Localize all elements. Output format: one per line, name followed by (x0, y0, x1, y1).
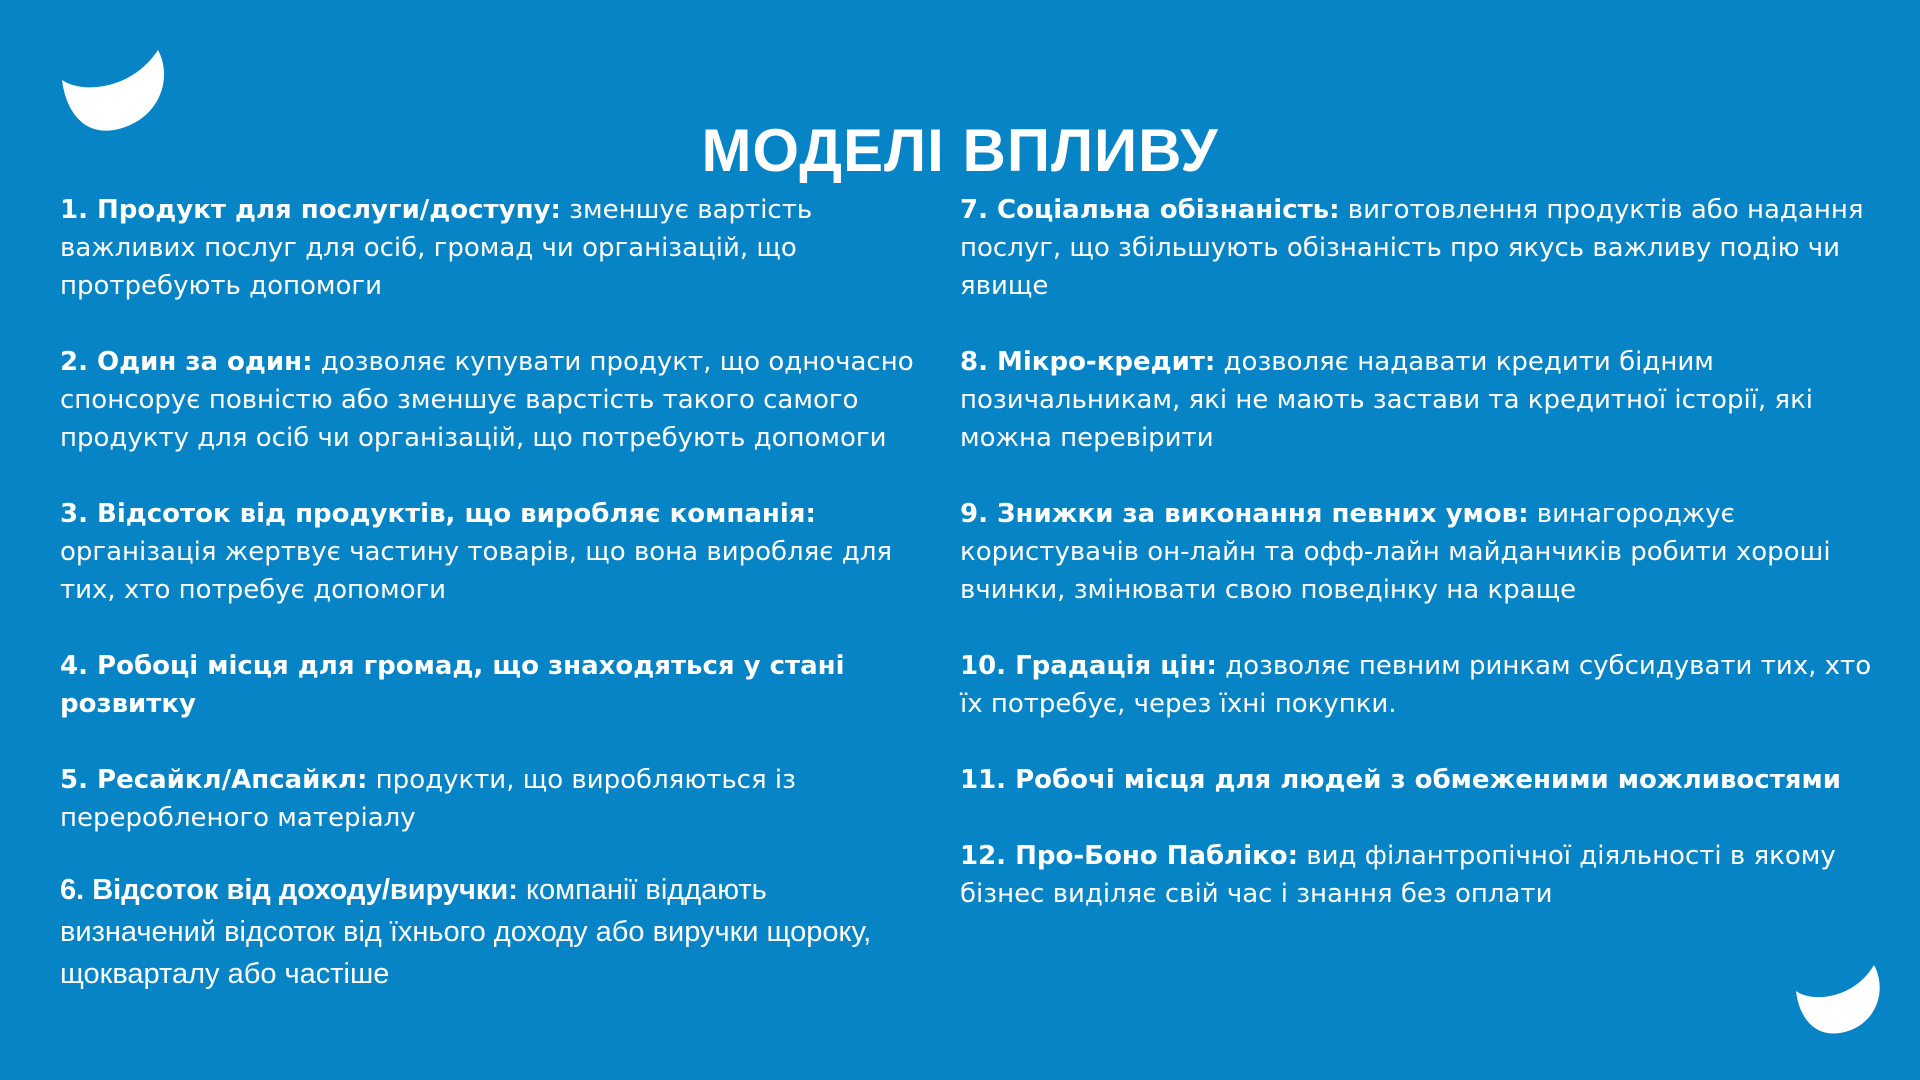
item-text: зменшує вартість важливих послуг для осіб, громад чи організацій, що протребують допомоги (60, 195, 813, 301)
right-column (960, 191, 1880, 951)
item-text: організація жертвує частину товарів, що вона виробляє для тих, хто потребує допомоги (60, 537, 893, 605)
item-heading: 7. Соціальна обізнаність: (960, 195, 1340, 225)
item-heading: 8. Мікро-кредит: (960, 347, 1216, 377)
list-item (60, 761, 930, 837)
item-heading: 6. Відсоток від доходу/виручки: (60, 874, 518, 906)
item-heading: 10. Градація цін: (960, 651, 1217, 681)
item-heading: 2. Один за один: (60, 347, 313, 377)
item-text: винагороджує користувачів он-лайн та офф-лайн майданчиків робити хороші вчинки, змінювати свою поведінку на краще (960, 499, 1831, 605)
item-text: виготовлення продуктів або надання послуг, що збільшують обізнаність про якусь важливу подію чи явище (960, 195, 1864, 301)
list-item (960, 343, 1880, 457)
crescent-logo-icon (1796, 965, 1882, 1035)
item-heading: 3. Відсоток від продуктів, що виробляє компанія: (60, 499, 816, 529)
list-item (960, 495, 1880, 609)
list-item (60, 191, 930, 305)
left-column (60, 191, 930, 1033)
item-text: дозволяє купувати продукт, що одночасно спонсорує повністю або зменшує варстість такого самого продукту для осіб чи організацій, що потребують допомоги (60, 347, 914, 453)
list-item (60, 343, 930, 457)
item-heading: 4. Робоці місця для громад, що знаходяться у стані розвитку (60, 651, 845, 719)
list-item (960, 191, 1880, 305)
item-text: продукти, що виробляються із переробленого матеріалу (60, 765, 796, 833)
item-text: вид філантропічної діяльності в якому бізнес виділяє свій час і знання без оплати (960, 841, 1836, 909)
item-heading: 5. Ресайкл/Апсайкл: (60, 765, 368, 795)
item-text: дозволяє надавати кредити бідним позичальникам, які не мають застави та кредитної історії, які можна перевірити (960, 347, 1813, 453)
item-heading: 11. Робочі місця для людей з обмеженими можливостями (960, 765, 1841, 795)
item-text: дозволяє певним ринкам субсидувати тих, хто їх потребує, через їхні покупки. (960, 651, 1872, 719)
list-item (960, 761, 1880, 799)
list-item (60, 495, 930, 609)
list-item (60, 647, 930, 723)
item-heading: 9. Знижки за виконання певних умов: (960, 499, 1529, 529)
list-item (960, 647, 1880, 723)
list-item (60, 869, 930, 995)
list-item (960, 837, 1880, 913)
item-heading: 1. Продукт для послуги/доступу: (60, 195, 561, 225)
item-text: компанії віддають визначений відсоток від їхнього доходу або виручки щороку, щокварталу або частіше (60, 874, 872, 990)
item-heading: 12. Про-Боно Пабліко: (960, 841, 1299, 871)
page-title: МОДЕЛІ ВПЛИВУ (701, 117, 1219, 185)
